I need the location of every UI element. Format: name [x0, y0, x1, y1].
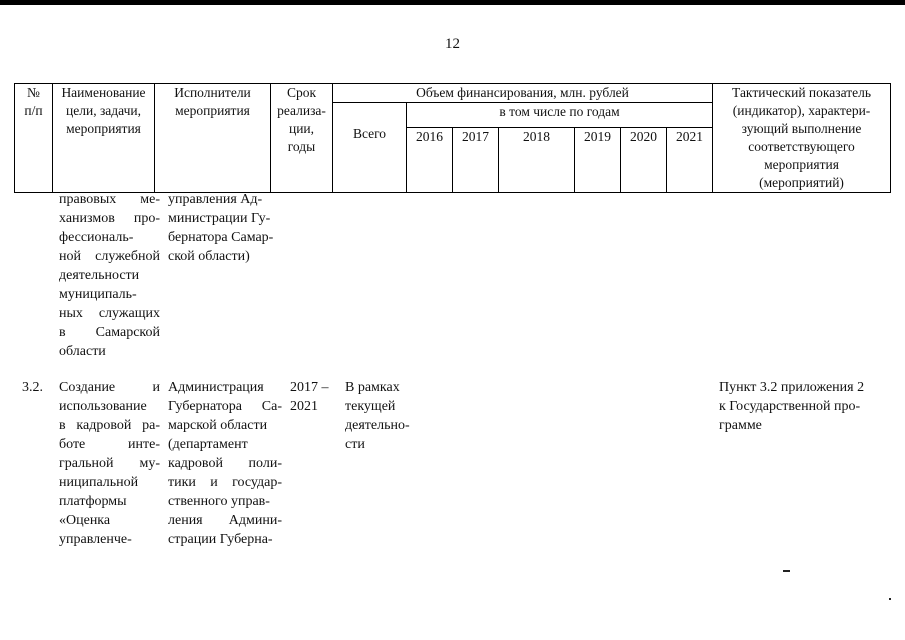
text-line: использование [59, 399, 147, 414]
text-line: боте инте- [59, 437, 160, 452]
text-line: сти [345, 437, 365, 452]
text-line: гральной му- [59, 456, 160, 471]
text-line: тики и государ- [168, 475, 282, 490]
header-funding-title: Объем финансирования, млн. рублей [333, 84, 713, 103]
text-line: «Оценка [59, 513, 111, 528]
text-line: министрации Гу- [168, 211, 271, 226]
text-line: ханизмов про- [59, 211, 160, 226]
text-line: 2017 – [290, 380, 329, 395]
text-line: области [59, 344, 106, 359]
text-line: марской области [168, 418, 268, 433]
text-line: страции Губерна- [168, 532, 273, 547]
text-line: бернатора Самар- [168, 230, 274, 245]
page-number: 12 [445, 36, 460, 52]
text-line: ской области) [168, 249, 250, 264]
text-line: в Самарской [59, 325, 160, 340]
header-including-years: в том числе по годам [407, 103, 713, 128]
row-3-2-number: 3.2. [22, 380, 43, 395]
header-indicator: Тактический показатель (индикатор), характери- зующий выполнение соответствующего мероприятия (мероприятий) [713, 84, 891, 193]
text-line: Администрация [168, 380, 264, 395]
header-name: Наименование цели, задачи, мероприятия [53, 84, 155, 193]
text-line: муниципаль- [59, 287, 137, 302]
header-year-2019: 2019 [575, 128, 621, 193]
text-line: к Государственной про- [719, 399, 861, 414]
text-line: грамме [719, 418, 762, 433]
text-line: текущей [345, 399, 396, 414]
text-line: 2021 [290, 399, 318, 414]
header-year-2020: 2020 [621, 128, 667, 193]
header-executors: Исполнители мероприятия [155, 84, 271, 193]
text-line: ниципальной [59, 475, 139, 490]
text-line: управления Ад- [168, 192, 263, 207]
text-line: деятельности [59, 268, 140, 283]
text-line: ления Админи- [168, 513, 282, 528]
text-line: деятельно- [345, 418, 410, 433]
continued-executors-cell [168, 190, 286, 266]
row-3-2-period-cell [290, 378, 342, 416]
row-3-2-executors-cell [168, 378, 282, 549]
scan-speck [783, 570, 790, 572]
text-line: ственного управ- [168, 494, 270, 509]
text-line: ной служебной [59, 249, 160, 264]
header-period: Срок реализа- ции, годы [271, 84, 333, 193]
continued-name-cell [59, 190, 160, 361]
text-line: Губернатора Са- [168, 399, 282, 414]
scan-speck [889, 598, 891, 600]
text-line: правовых ме- [59, 192, 160, 207]
text-line: ных служащих [59, 306, 160, 321]
text-line: платформы [59, 494, 127, 509]
row-3-2-name-cell [59, 378, 160, 549]
text-line: В рамках [345, 380, 400, 395]
header-year-2017: 2017 [453, 128, 499, 193]
text-line: фессиональ- [59, 230, 134, 245]
text-line: кадровой поли- [168, 456, 282, 471]
row-3-2-total-cell [345, 378, 419, 454]
header-year-2018: 2018 [499, 128, 575, 193]
header-num: № п/п [15, 84, 53, 193]
header-year-2021: 2021 [667, 128, 713, 193]
table-header [14, 83, 891, 193]
text-line: в кадровой ра- [59, 418, 160, 433]
top-border-rule [0, 0, 905, 5]
text-line: управленче- [59, 532, 132, 547]
text-line: Пункт 3.2 приложения 2 [719, 380, 865, 395]
header-year-2016: 2016 [407, 128, 453, 193]
header-total: Всего [333, 103, 407, 193]
row-3-2-indicator-cell [719, 378, 891, 435]
text-line: (департамент [168, 437, 248, 452]
text-line: Создание и [59, 380, 160, 395]
